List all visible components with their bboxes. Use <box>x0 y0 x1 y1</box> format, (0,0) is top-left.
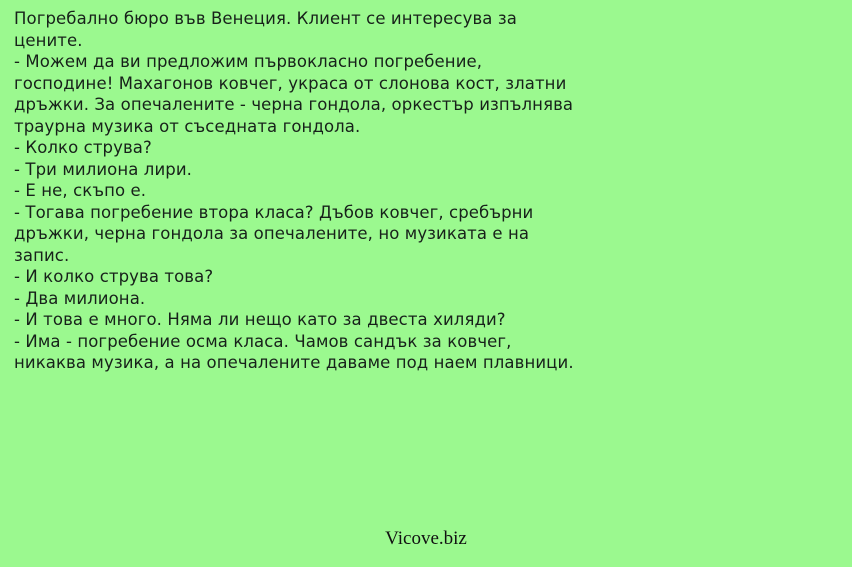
joke-line: - Три милиона лири. <box>14 159 193 179</box>
joke-line: - И това е много. Няма ли нещо като за двеста хиляди? <box>14 310 506 329</box>
joke-line: Погребално бюро във Венеция. Клиент се интересува за цените. <box>14 9 523 50</box>
joke-line: - Тогава погребение втора класа? Дъбов ковчег, сребърни дръжки, черна гондола за опечалените, но музиката е на запис. <box>14 202 539 265</box>
site-name-label: Vicove.biz <box>385 528 467 549</box>
joke-line: - И колко струва това? <box>14 267 214 286</box>
joke-line: - Можем да ви предложим първокласно погребение, господине! Махагонов ковчег, украса от слонова кост, златни дръжки. За опечалените - черна гондола, оркестър изпълнява траурна музика от съседната гондола. <box>14 52 579 136</box>
joke-line: - Колко струва? <box>14 138 152 157</box>
joke-line: - Два милиона. <box>14 288 146 308</box>
joke-line: - Има - погребение осма класа. Чамов сандък за ковчег, никаква музика, а на опечалените даваме под наем плавници. <box>14 331 574 372</box>
page-footer <box>0 528 852 550</box>
joke-line: - Е не, скъпо е. <box>14 181 147 200</box>
joke-text-block <box>14 8 579 374</box>
